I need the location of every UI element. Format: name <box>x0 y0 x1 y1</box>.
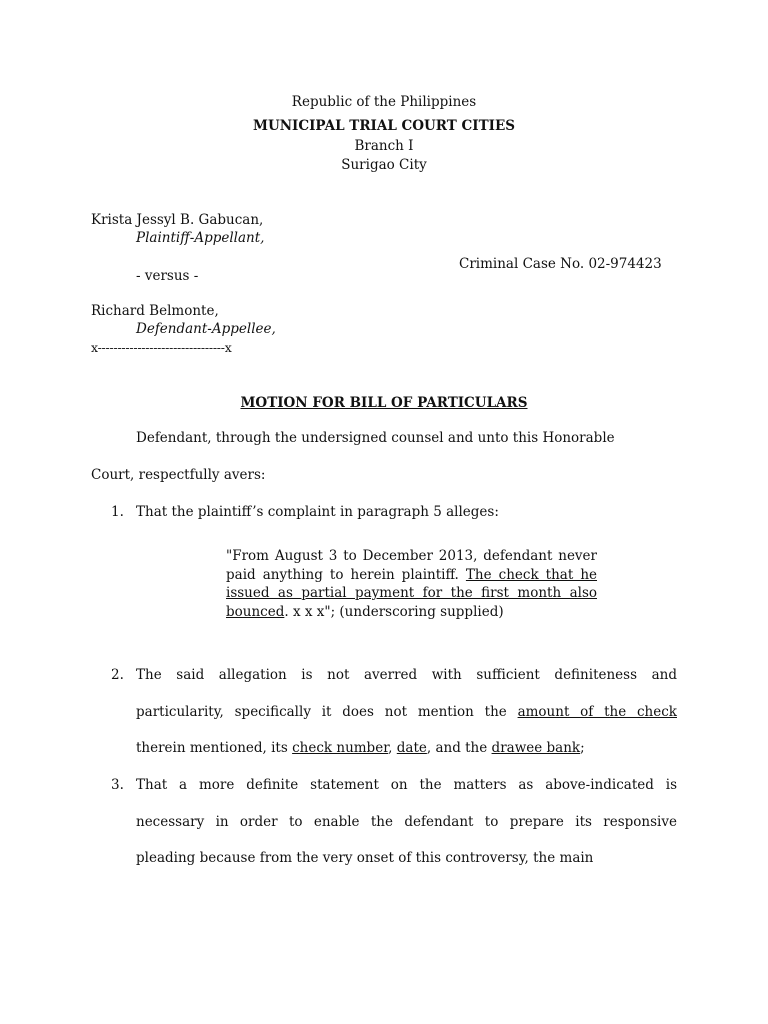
item-1-text: That the plaintiff’s complaint in paragraph 5 alleges: <box>136 504 499 520</box>
item-3-number: 3. <box>111 777 124 793</box>
caption-separator: x--------------------------------x <box>91 340 232 355</box>
item-2-paragraph <box>136 657 677 767</box>
item-3-line-3: pleading because from the very onset of this controversy, the main <box>136 850 594 866</box>
versus-line: - versus - <box>136 268 199 284</box>
amount-of-check: amount of the check <box>517 703 677 720</box>
item-2-line-2-text: particularity, specifically it does not mention the <box>136 703 518 720</box>
item-2-line-2 <box>136 694 677 731</box>
court-name: MUNICIPAL TRIAL COURT CITIES <box>253 118 515 134</box>
intro-line-1: Defendant, through the undersigned counsel and unto this Honorable <box>136 430 615 446</box>
quoted-allegation <box>226 547 597 621</box>
city-line: Surigao City <box>341 157 427 173</box>
item-2-number: 2. <box>111 667 124 683</box>
item-3-line-2: necessary in order to enable the defendant to prepare its responsive <box>136 813 677 830</box>
item-3-paragraph <box>136 767 677 877</box>
document-title-text: MOTION FOR BILL OF PARTICULARS <box>240 395 528 411</box>
check-date: date <box>396 740 427 756</box>
quote-underlined: The check that he issued as partial payment for the first month also bounced <box>226 566 598 620</box>
drawee-bank: drawee bank <box>491 740 581 756</box>
document-title <box>0 395 768 411</box>
plaintiff-name: Krista Jessyl B. Gabucan, <box>91 212 264 228</box>
case-number: Criminal Case No. 02-974423 <box>459 256 662 272</box>
defendant-role: Defendant-Appellee, <box>136 321 276 337</box>
item-2-end: ; <box>580 740 585 756</box>
republic-line: Republic of the Philippines <box>291 94 477 110</box>
item-2-sep-1: , <box>388 740 397 756</box>
item-2-line-1: The said allegation is not averred with sufficient definiteness and <box>136 667 677 683</box>
item-2-sep-2: , and the <box>426 740 492 756</box>
quote-part-2: . x x x"; (underscoring supplied) <box>284 603 504 620</box>
branch-line: Branch I <box>354 138 414 154</box>
item-3-line-1: That a more definite statement on the matters as above-indicated is <box>136 777 677 793</box>
item-2-line-3 <box>136 730 677 767</box>
defendant-name: Richard Belmonte, <box>91 303 219 319</box>
intro-line-2: Court, respectfully avers: <box>91 467 266 483</box>
quote-part-1: "From August 3 to December 2013, defendant never paid anything to herein plaintiff. <box>226 548 597 583</box>
item-2-line-3-text: therein mentioned, its <box>136 740 293 756</box>
check-number: check number <box>292 740 389 756</box>
item-1-number: 1. <box>111 504 124 520</box>
plaintiff-role: Plaintiff-Appellant, <box>136 230 265 246</box>
